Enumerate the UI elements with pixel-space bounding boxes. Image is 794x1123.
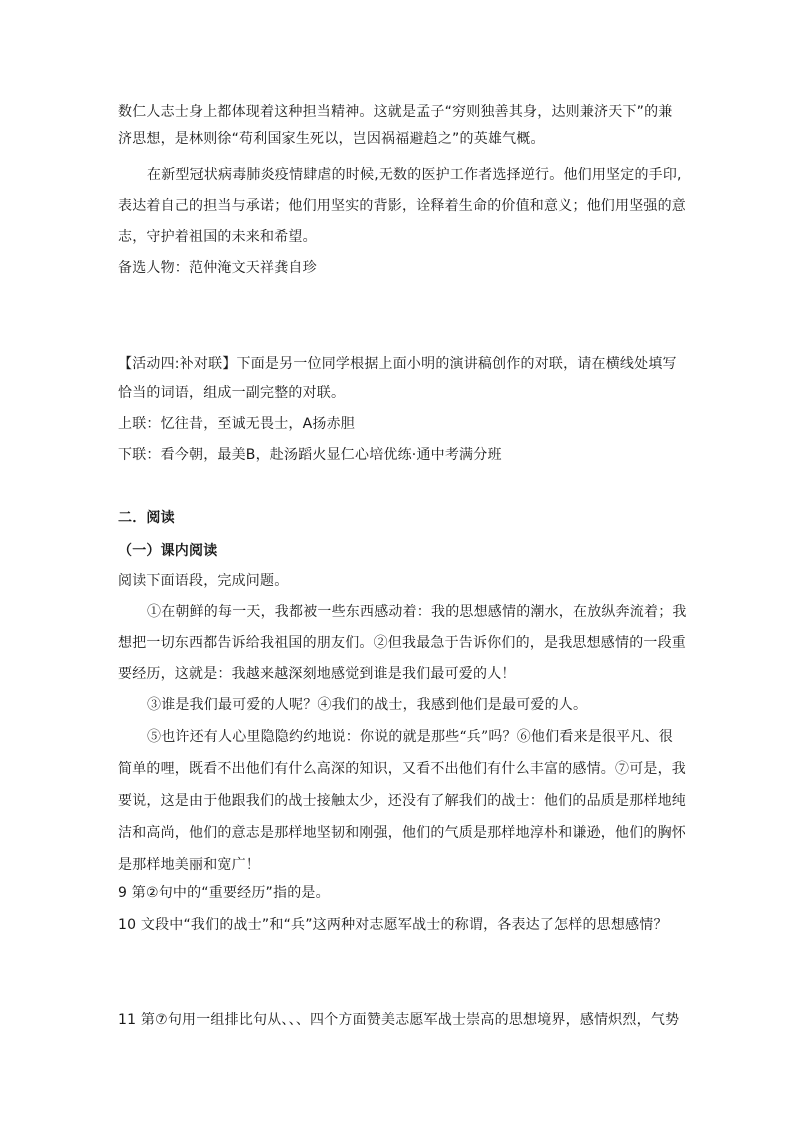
candidate-people: 备选人物：范仲淹文天祥龚自珍 <box>118 260 317 276</box>
reading-p3-line-4: 洁和高尚，他们的意志是那样地坚韧和刚强，他们的气质是那样地淳朴和谦逊，他们的胸怀 <box>118 825 686 841</box>
reading-p3-line-1: ⑤也许还有人心里隐隐约约地说：你说的就是那些“兵”吗？⑥他们看来是很平凡、很 <box>147 729 673 745</box>
couplet-lower: 下联：看今朝，最美B，赴汤蹈火显仁心培优练·通中考满分班 <box>118 447 502 463</box>
intro-para2-line-1: 在新型冠状病毒肺炎疫情肆虐的时候,无数的医护工作者选择逆行。他们用坚定的手印, <box>147 167 682 183</box>
intro-para2-line-2: 表达着自己的担当与承诺；他们用坚实的背影，诠释着生命的价值和意义；他们用坚强的意 <box>118 198 686 214</box>
reading-p1-line-3: 要经历，这就是：我越来越深刻地感觉到谁是我们最可爱的人！ <box>118 666 516 682</box>
reading-p2-line-1: ③谁是我们最可爱的人呢？④我们的战士，我感到他们是最可爱的人。 <box>147 697 588 713</box>
reading-p3-line-3: 要说，这是由于他跟我们的战士接触太少，还没有了解我们的战士：他们的品质是那样地纯 <box>118 793 686 809</box>
reading-p1-line-2: 想把一切东西都告诉给我祖国的朋友们。②但我最急于告诉你们的，是我思想感情的一段重 <box>118 635 686 651</box>
couplet-upper: 上联：忆往昔，至诚无畏士，A扬赤胆 <box>118 416 355 432</box>
intro-para2-line-3: 志，守护着祖国的未来和希望。 <box>118 229 317 245</box>
intro-line-2: 济思想，是林则徐“苟利国家生死以，岂因祸福避趋之”的英雄气概。 <box>118 131 545 147</box>
question-10: 10 文段中“我们的战士”和“兵”这两种对志愿军战士的称谓，各表达了怎样的思想感情？ <box>118 917 668 933</box>
intro-line-1: 数仁人志士身上都体现着这种担当精神。这就是孟子“穷则独善其身，达则兼济天下”的兼 <box>118 104 673 120</box>
question-11: 11 第⑦句用一组排比句从、、、四个方面赞美志愿军战士崇高的思想境界，感情炽烈，气势 <box>118 1012 680 1028</box>
reading-p3-line-5: 是那样地美丽和宽广！ <box>118 857 260 873</box>
activity4-line-2: 恰当的词语，组成一副完整的对联。 <box>118 385 346 401</box>
activity4-line-1: 【活动四:补对联】下面是另一位同学根据上面小明的演讲稿创作的对联，请在横线处填写 <box>118 356 677 372</box>
reading-p3-line-2: 简单的哩，既看不出他们有什么高深的知识，又看不出他们有什么丰富的感情。⑦可是，我 <box>118 761 686 777</box>
question-9: 9 第②句中的“重要经历”指的是。 <box>118 885 330 901</box>
section-subheading: （一）课内阅读 <box>118 543 218 559</box>
section-heading: 二．阅读 <box>118 510 175 526</box>
reading-instruction: 阅读下面语段，完成问题。 <box>118 573 289 589</box>
reading-p1-line-1: ①在朝鲜的每一天，我都被一些东西感动着：我的思想感情的潮水，在放纵奔流着；我 <box>147 604 687 620</box>
